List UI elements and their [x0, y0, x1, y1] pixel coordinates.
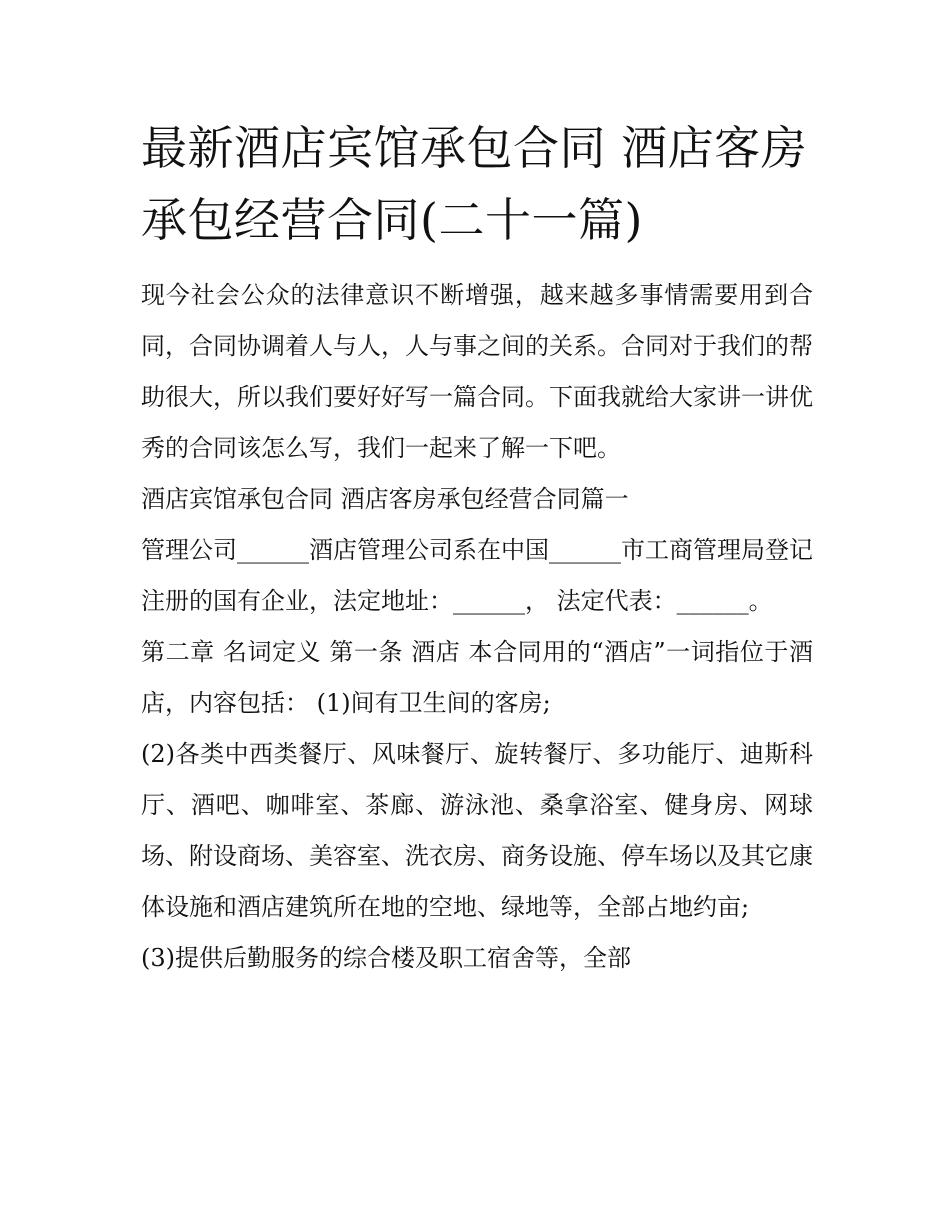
facilities-paragraph: (2)各类中西类餐厅、风味餐厅、旋转餐厅、多功能厅、迪斯科厅、酒吧、咖啡室、茶廊、游泳池、桑拿浴室、健身房、网球场、附设商场、美容室、洗衣房、商务设施、停车场以及其它康体设施和酒店建筑所在地的空地、绿地等，全部占地约亩;	[141, 740, 813, 921]
party-paragraph: 管理公司______酒店管理公司系在中国______市工商管理局登记注册的国有企业，法定地址：______， 法定代表：______。	[141, 536, 813, 615]
document-page	[141, 112, 813, 984]
intro-paragraph: 现今社会公众的法律意识不断增强，越来越多事情需要用到合同，合同协调着人与人，人与事之间的关系。合同对于我们的帮助很大，所以我们要好好写一篇合同。下面我就给大家讲一讲优秀的合同该怎么写，我们一起来了解一下吧。	[141, 281, 813, 462]
support-paragraph: (3)提供后勤服务的综合楼及职工宿舍等，全部	[141, 944, 631, 972]
definition-paragraph: 第二章 名词定义 第一条 酒店 本合同用的“酒店”一词指位于酒店，内容包括： (1)间有卫生间的客房;	[141, 638, 813, 717]
section-heading: 酒店宾馆承包合同 酒店客房承包经营合同篇一	[141, 485, 629, 513]
document-title: 最新酒店宾馆承包合同 酒店客房承包经营合同(二十一篇)	[141, 121, 808, 247]
